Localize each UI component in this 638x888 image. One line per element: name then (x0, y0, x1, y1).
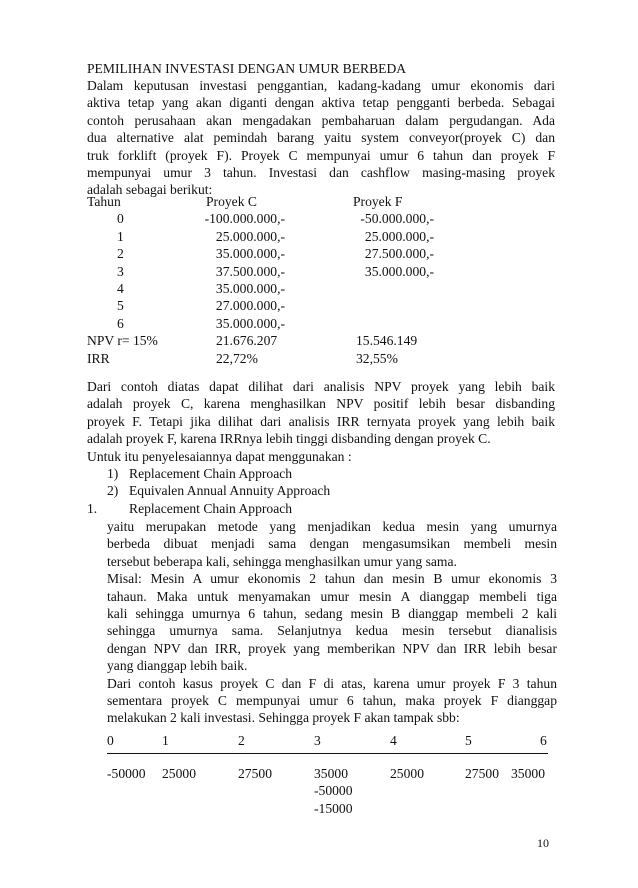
table-row (87, 245, 547, 262)
intro-line: mempunyai umur 3 tahun. Investasi dan cashflow masing-masing proyek (87, 165, 555, 181)
npv-row (87, 332, 547, 349)
proyek-f-cell: -50.000.000,- (360, 211, 434, 227)
cf-value: 25000 (390, 766, 424, 781)
analysis-line: Dari contoh diatas dapat dilihat dari analisis NPV proyek yang lebih baik (87, 379, 555, 394)
irr-label: IRR (87, 350, 110, 366)
proyek-c-cell: 35.000.000,- (215, 280, 285, 296)
section-number: 1. (87, 500, 98, 516)
proyek-c-cell: -100.000.000,- (204, 211, 285, 227)
section-line: yaitu merupakan metode yang menjadikan kedua mesin yang umurnya (107, 519, 557, 534)
proyek-f-cell: 25.000.000,- (364, 228, 434, 244)
table-row (87, 228, 547, 245)
irr-proyek-c: 22,72% (216, 350, 258, 366)
analysis-line: adalah proyek F, karena IRRnya lebih tinggi disbanding dengan proyek C. (87, 431, 491, 447)
proyek-c-cell: 35.000.000,- (215, 246, 285, 262)
table-row (87, 280, 547, 297)
proyek-c-cell: 35.000.000,- (215, 315, 285, 331)
section-line: yang dianggap lebih baik. (107, 658, 248, 674)
cf-value-extra: -50000 (314, 783, 353, 799)
section-line: berbeda dibuat menjadi sama dengan mengasumsikan membeli mesin (107, 536, 557, 552)
list-item (87, 465, 555, 482)
section-line: kali sehingga umurnya 6 tahun, sedang mesin B dianggap membeli 2 kali (107, 606, 557, 622)
cf-value: 35000 (314, 766, 348, 781)
cf-year: 0 (107, 733, 114, 748)
cf-year: 3 (314, 733, 321, 748)
section-line: sementara proyek C mempunyai umur 6 tahun, maka proyek F dianggap (107, 693, 557, 709)
section-body (107, 518, 557, 727)
table-row (87, 263, 547, 280)
intro-line: truk forklift (proyek F). Proyek C mempunyai umur 6 tahun dan proyek F (87, 147, 555, 163)
project-table (87, 193, 547, 367)
section-line: tahaun. Maka untuk menyamakan umur mesin A dianggap membeli tiga (107, 588, 557, 604)
table-row (87, 297, 547, 314)
cf-year: 2 (238, 733, 245, 748)
cf-value-extra: -15000 (314, 800, 353, 816)
cf-value: 35000 (511, 766, 545, 781)
intro-line: contoh perusahaan akan mengadakan pembaharuan dalam pergudangan. Ada (87, 112, 555, 128)
intro-line: dua alternative alat pemindah barang yaitu system conveyor(proyek C) dan (87, 130, 555, 146)
intro-line: adalah sebagai berikut: (87, 182, 213, 198)
irr-row (87, 350, 547, 367)
cf-year: 1 (162, 733, 169, 748)
cf-value: 27500 (238, 766, 272, 781)
proyek-c-cell: 27.000.000,- (215, 298, 285, 314)
list-label: Equivalen Annual Annuity Approach (129, 483, 331, 499)
header-proyek-c: Proyek C (206, 194, 257, 209)
intro-line: aktiva tetap yang akan diganti dengan aktiva tetap pengganti berbeda. Sebagai (87, 95, 555, 111)
year-cell: 1 (117, 228, 124, 244)
list-item (87, 482, 555, 499)
analysis-line: adalah proyek C, karena menghasilkan NPV positif lebih besar disbanding (87, 396, 555, 412)
header-proyek-f: Proyek F (353, 194, 403, 209)
table-header-row (87, 193, 547, 210)
cf-value: 25000 (162, 766, 196, 781)
irr-proyek-f: 32,55% (356, 350, 398, 366)
table-row (87, 210, 547, 227)
cf-value: 27500 (465, 766, 499, 781)
proyek-c-cell: 25.000.000,- (215, 228, 285, 244)
cf-year: 5 (465, 733, 472, 748)
year-cell: 0 (117, 211, 124, 227)
npv-label: NPV r= 15% (87, 333, 158, 349)
analysis-line: proyek F. Tetapi jika dilihat dari analisis IRR ternyata proyek yang lebih baik (87, 413, 555, 429)
npv-proyek-c: 21.676.207 (216, 333, 278, 349)
section-line: sehingga umurnya sama. Selanjutnya kedua mesin tersebut dianalisis (107, 623, 557, 639)
cf-year: 6 (540, 733, 547, 748)
year-cell: 2 (117, 246, 124, 262)
list-number: 1) (107, 466, 119, 481)
page-title: PEMILIHAN INVESTASI DENGAN UMUR BERBEDA (87, 61, 407, 76)
intro-paragraph (87, 77, 555, 199)
header-tahun: Tahun (87, 194, 121, 209)
year-cell: 5 (117, 298, 124, 314)
section-heading (87, 500, 555, 517)
methods-list (87, 465, 555, 517)
npv-proyek-f: 15.546.149 (356, 333, 418, 349)
section-line: dengan NPV dan IRR, proyek yang memberikan NPV dan IRR lebih besar (107, 640, 557, 656)
section-line: Misal: Mesin A umur ekonomis 2 tahun dan mesin B umur ekonomis 3 (107, 571, 557, 587)
proyek-c-cell: 37.500.000,- (215, 263, 285, 279)
intro-line: Dalam keputusan investasi penggantian, kadang-kadang umur ekonomis dari (87, 78, 555, 93)
section-label: Replacement Chain Approach (129, 500, 293, 516)
analysis-paragraph (87, 378, 555, 465)
list-label: Replacement Chain Approach (129, 466, 293, 481)
year-cell: 3 (117, 263, 124, 279)
list-number: 2) (107, 483, 119, 499)
solution-intro: Untuk itu penyelesaiannya dapat menggunakan : (87, 448, 352, 464)
year-cell: 6 (117, 315, 124, 331)
timeline-divider (107, 753, 548, 754)
section-line: Dari contoh kasus proyek C dan F di atas, karena umur proyek F 3 tahun (107, 675, 557, 691)
section-line: melakukan 2 kali investasi. Sehingga proyek F akan tampak sbb: (107, 710, 460, 726)
page-number: 10 (537, 836, 549, 850)
section-line: tersebut beberapa kali, sehingga menghasilkan umur yang sama. (107, 553, 457, 569)
proyek-f-cell: 27.500.000,- (364, 246, 434, 262)
cf-year: 4 (390, 733, 397, 748)
cf-value: -50000 (107, 766, 146, 781)
year-cell: 4 (117, 280, 124, 296)
table-row (87, 315, 547, 332)
proyek-f-cell: 35.000.000,- (364, 263, 434, 279)
